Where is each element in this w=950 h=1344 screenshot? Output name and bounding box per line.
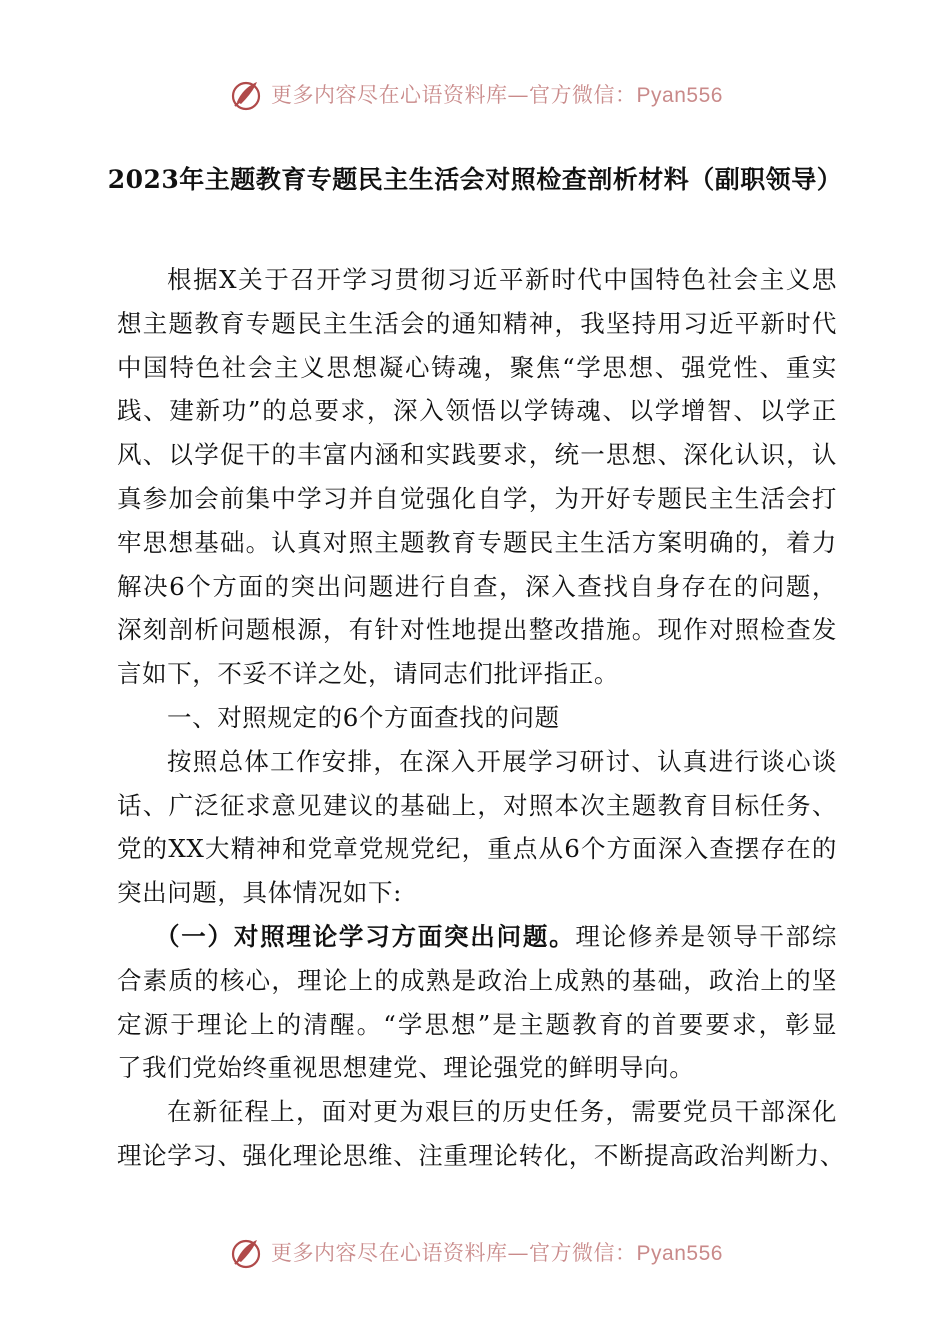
text-line: 解决6个方面的突出问题进行自查，深入查找自身存在的问题， [117, 571, 837, 601]
text-line: 党的XX大精神和党章党规党纪，重点从6个方面深入查摆存在的 [117, 834, 837, 864]
text-line: 了我们党始终重视思想建党、理论强党的鲜明导向。 [117, 1053, 695, 1083]
text-line: 践、建新功”的总要求，深入领悟以学铸魂、以学增智、以学正 [117, 396, 837, 426]
text-line: 合素质的核心，理论上的成熟是政治上成熟的基础，政治上的坚 [117, 965, 837, 995]
text-line: 言如下，不妥不详之处，请同志们批评指正。 [117, 659, 619, 689]
text-line: 牢思想基础。认真对照主题教育专题民主生活方案明确的，着力 [117, 527, 837, 557]
watermark-banner-top [0, 72, 950, 116]
document-title: 2023年主题教育专题民主生活会对照检查剖析材料（副职领导） [107, 165, 843, 194]
watermark-text [271, 79, 723, 109]
section-heading: 一、对照规定的6个方面查找的问题 [167, 702, 560, 732]
text-line: 在新征程上，面对更为艰巨的历史任务，需要党员干部深化 [167, 1097, 837, 1127]
text-line: 深刻剖析问题根源，有针对性地提出整改措施。现作对照检查发 [117, 615, 837, 645]
text-line: 中国特色社会主义思想凝心铸魂，聚焦“学思想、强党性、重实 [117, 352, 837, 382]
text-line: 根据X关于召开学习贯彻习近平新时代中国特色社会主义思 [167, 265, 837, 294]
text-line: 想主题教育专题民主生活会的通知精神，我坚持用习近平新时代 [117, 308, 837, 338]
subsection-text: 理论修养是领导干部综 [575, 921, 838, 951]
pen-nib-circle-icon [227, 1232, 267, 1272]
text-line: 风、以学促干的丰富内涵和实践要求，统一思想、深化认识，认 [117, 440, 837, 470]
subsection-line [117, 915, 837, 959]
text-line: 定源于理论上的清醒。“学思想”是主题教育的首要要求，彰显 [117, 1009, 837, 1039]
text-line: 突出问题，具体情况如下: [117, 878, 402, 908]
watermark-wechat-id: Pyan556 [636, 84, 723, 107]
watermark-text [271, 1237, 723, 1267]
subsection-heading: （一）对照理论学习方面突出问题。 [155, 921, 576, 951]
watermark-banner-bottom [0, 1230, 950, 1274]
pen-nib-circle-icon [227, 74, 267, 114]
text-line: 话、广泛征求意见建议的基础上，对照本次主题教育目标任务、 [117, 790, 837, 820]
text-line: 真参加会前集中学习并自觉强化自学，为开好专题民主生活会打 [117, 483, 837, 513]
document-body [117, 258, 845, 1178]
text-line: 理论学习、强化理论思维、注重理论转化，不断提高政治判断力、 [117, 1140, 845, 1170]
text-line: 按照总体工作安排，在深入开展学习研讨、认真进行谈心谈 [167, 746, 837, 776]
watermark-text-cn: 更多内容尽在心语资料库—官方微信： [271, 83, 637, 107]
watermark-wechat-id: Pyan556 [636, 1242, 723, 1265]
watermark-text-cn: 更多内容尽在心语资料库—官方微信： [271, 1241, 637, 1265]
